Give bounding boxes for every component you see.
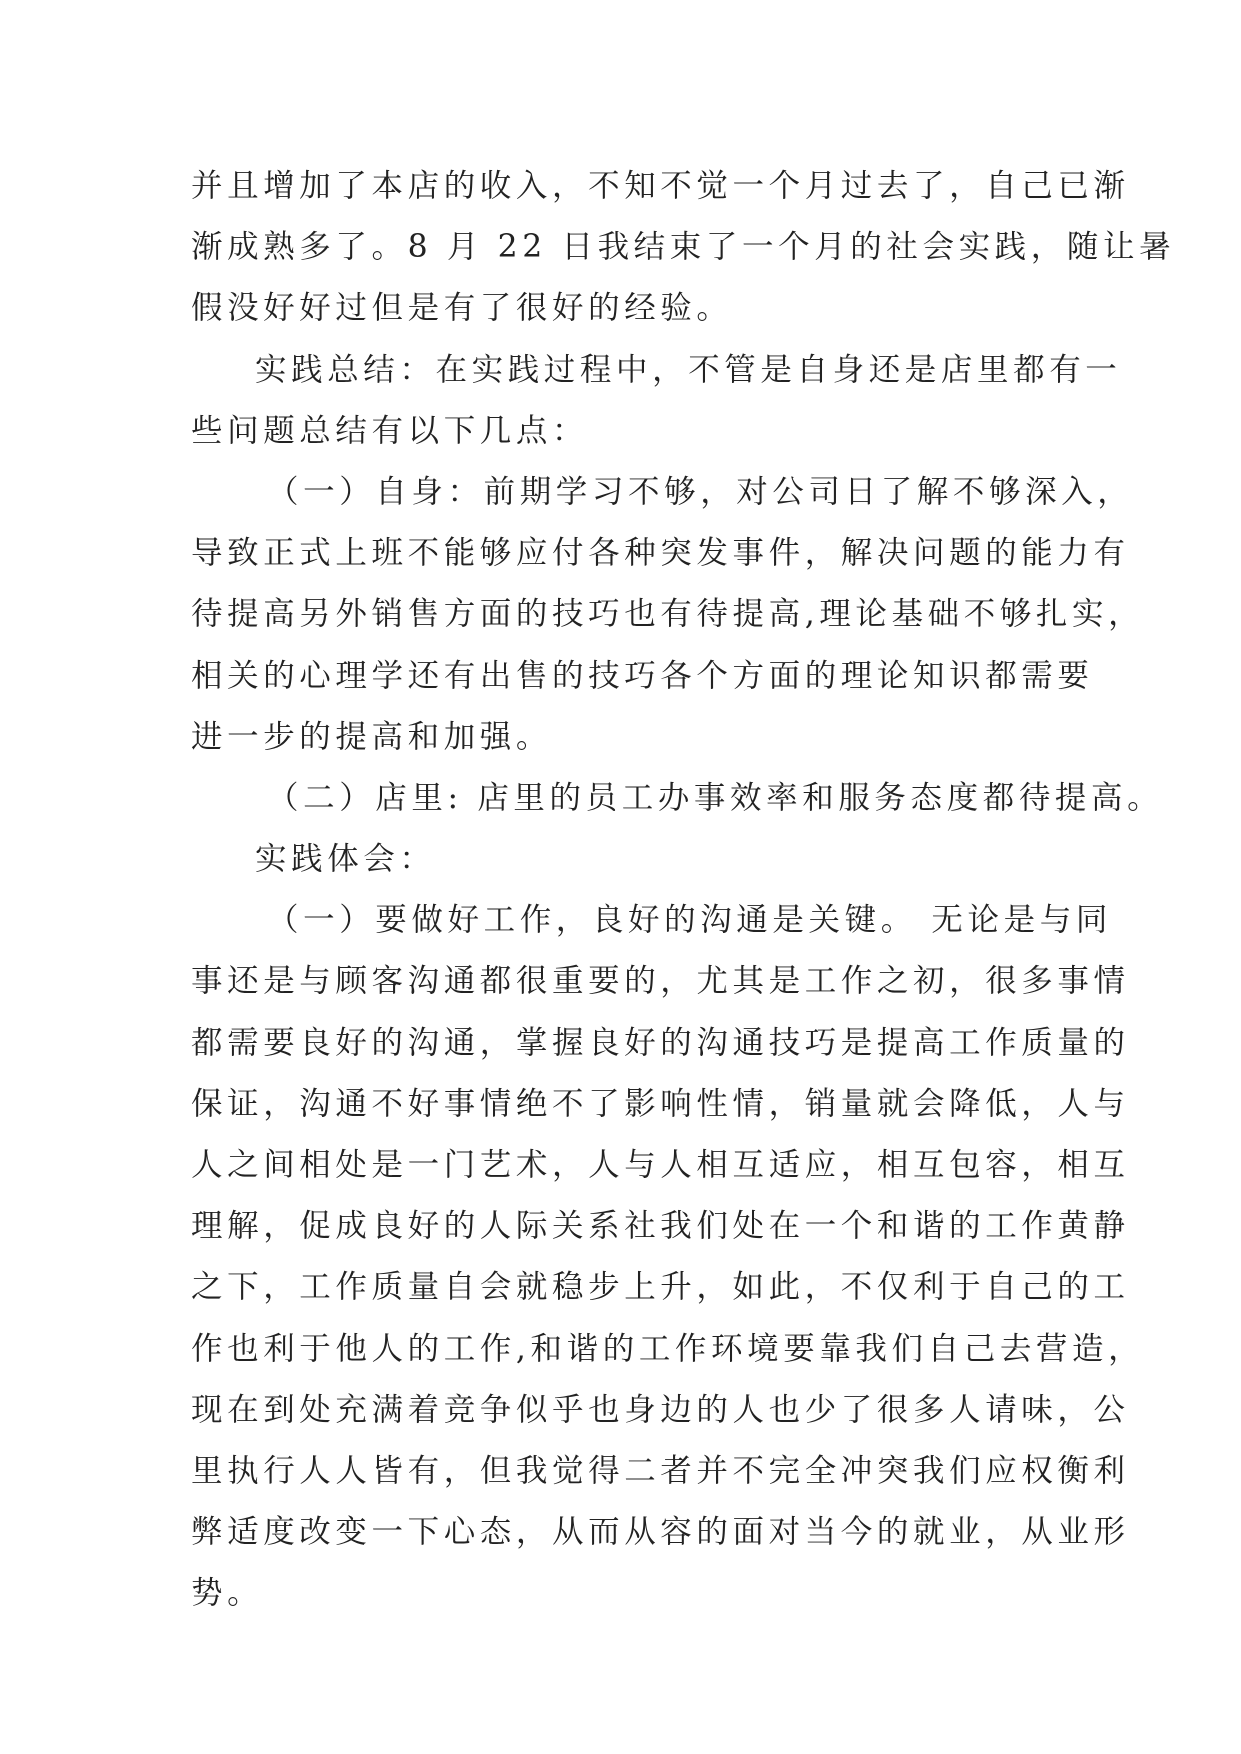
text-line: 都需要良好的沟通，掌握良好的沟通技巧是提高工作质量的 <box>191 1024 1130 1061</box>
text-line: 并且增加了本店的收入，不知不觉一个月过去了，自己已渐 <box>191 168 1130 204</box>
text-line: 事还是与顾客沟通都很重要的，尤其是工作之初，很多事情 <box>191 963 1130 1000</box>
section-heading-practice-summary: 实践总结：在实践过程中，不管是自身还是店里都有一 <box>255 351 1122 388</box>
list-item-communication: （一）要做好工作，良好的沟通是关键。 无论是与同 <box>267 902 1112 939</box>
text-line: 之下，工作质量自会就稳步上升，如此，不仅利于自己的工 <box>191 1269 1130 1306</box>
text-line: 待提高另外销售方面的技巧也有待提高,理论基础不够扎实， <box>191 596 1145 633</box>
text-line: 弊适度改变一下心态，从而从容的面对当今的就业，从业形 <box>191 1514 1130 1551</box>
text-line: 理解，促成良好的人际关系社我们处在一个和谐的工作黄静 <box>191 1208 1130 1245</box>
list-item-self: （一）自身：前期学习不够，对公司日了解不够深入， <box>267 473 1134 510</box>
section-heading-practice-experience: 实践体会： <box>255 841 436 878</box>
text-line: 作也利于他人的工作,和谐的工作环境要靠我们自己去营造， <box>191 1330 1145 1367</box>
text-line: 进一步的提高和加强。 <box>191 718 553 755</box>
text-line: 里执行人人皆有，但我觉得二者并不完全冲突我们应权衡利 <box>191 1452 1130 1489</box>
text-line: 渐成熟多了。8 月 22 日我结束了一个月的社会实践，随让暑 <box>191 229 1176 266</box>
document-body <box>191 156 1176 1625</box>
text-line: 现在到处充满着竞争似乎也身边的人也少了很多人请味，公 <box>191 1391 1130 1428</box>
text-line: 势。 <box>191 1575 264 1612</box>
text-line: 相关的心理学还有出售的技巧各个方面的理论知识都需要 <box>191 657 1094 694</box>
text-line: 假没好好过但是有了很好的经验。 <box>191 290 733 327</box>
text-line: 些问题总结有以下几点： <box>191 412 589 449</box>
text-line: 导致正式上班不能够应付各种突发事件，解决问题的能力有 <box>191 535 1130 572</box>
list-item-store: （二）店里: 店里的员工办事效率和服务态度都待提高。 <box>267 779 1164 816</box>
text-line: 保证，沟通不好事情绝不了影响性情，销量就会降低，人与 <box>191 1085 1130 1122</box>
text-line: 人之间相处是一门艺术，人与人相互适应，相互包容，相互 <box>191 1147 1130 1183</box>
